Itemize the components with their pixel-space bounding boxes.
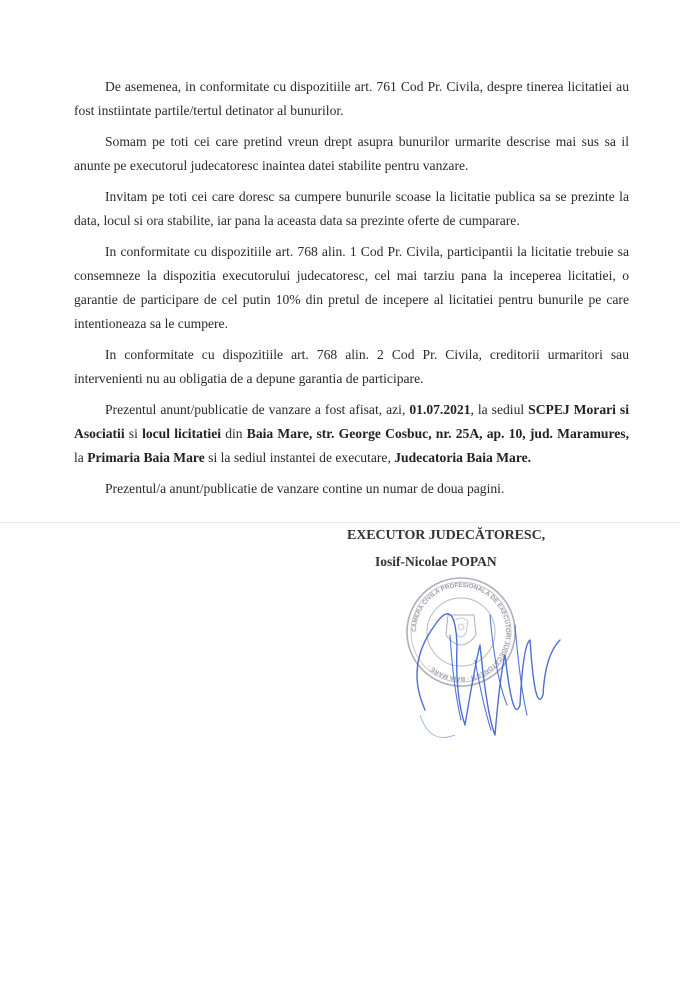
paragraph-invitation <box>74 185 629 233</box>
text-segment: si la sediul instantei de executare, <box>204 450 395 465</box>
text-segment: la <box>74 450 88 465</box>
city-hall-name: Primaria Baia Mare <box>87 450 205 465</box>
svg-text:CAMERA CIVILĂ PROFESIONALĂ DE: CAMERA CIVILĂ PROFESIONALĂ DE EXECUTORI JUDECĂTOREȘTI · BAIA MARE · <box>410 581 512 683</box>
signatory-name: Iosif-Nicolae POPAN <box>375 554 497 569</box>
document-body <box>74 75 629 508</box>
paragraph-creditors <box>74 343 629 391</box>
posting-date: 01.07.2021 <box>409 402 471 417</box>
paragraph-notification <box>74 75 629 123</box>
paragraph-guarantee <box>74 240 629 336</box>
text-segment: Somam pe toti cei care pretind vreun drept asupra bunurilor urmarite descrise mai sus sa il anunte pe executorul judecatoresc inaintea datei stabilite pentru vanzare. <box>74 134 629 173</box>
paragraph-posting <box>74 398 629 470</box>
text-segment: In conformitate cu dispozitiile art. 768 alin. 2 Cod Pr. Civila, creditorii urmaritori sau intervenienti nu au obligatia de a depune garantia de participare. <box>74 347 629 386</box>
auction-address: Baia Mare, str. George Cosbuc, nr. 25A, ap. 10, jud. Maramures, <box>246 426 629 441</box>
paragraph-page-count <box>74 477 629 501</box>
text-segment: Prezentul/a anunt/publicatie de vanzare contine un numar de doua pagini. <box>105 481 505 496</box>
text-segment: Invitam pe toti cei care doresc sa cumpere bunurile scoase la licitatie publica sa se prezinte la data, locul si ora stabilite, iar pana la aceasta data sa prezinte oferte de cumparare. <box>74 189 629 228</box>
paragraph-summons <box>74 130 629 178</box>
office-name: SCPEJ Morari si Asociatii <box>74 402 629 441</box>
text-segment: , la sediul <box>470 402 529 417</box>
court-name: Judecatoria Baia Mare. <box>394 450 532 465</box>
auction-location-label: locul licitatiei <box>142 426 222 441</box>
page-divider <box>0 522 680 523</box>
text-segment: In conformitate cu dispozitiile art. 768 alin. 1 Cod Pr. Civila, participantii la licitatie trebuie sa consemneze la dispozitia executorului judecatoresc, cel mai tarziu pana la inceperea licitatiei, o garantie de participare de cel putin 10% din pretul de incepere al licitatiei pentru bunurile pe care intentioneaza sa le cumpere. <box>74 244 629 331</box>
text-segment: din <box>221 426 247 441</box>
text-segment: De asemenea, in conformitate cu dispozitiile art. 761 Cod Pr. Civila, despre tinerea licitatiei au fost instiintate partile/tertul detinator al bunurilor. <box>74 79 629 118</box>
text-segment: si <box>124 426 143 441</box>
handwritten-signature <box>395 585 570 750</box>
text-segment: Prezentul anunt/publicatie de vanzare a fost afisat, azi, <box>105 402 410 417</box>
signatory-title: EXECUTOR JUDECĂTORESC, <box>347 528 545 543</box>
